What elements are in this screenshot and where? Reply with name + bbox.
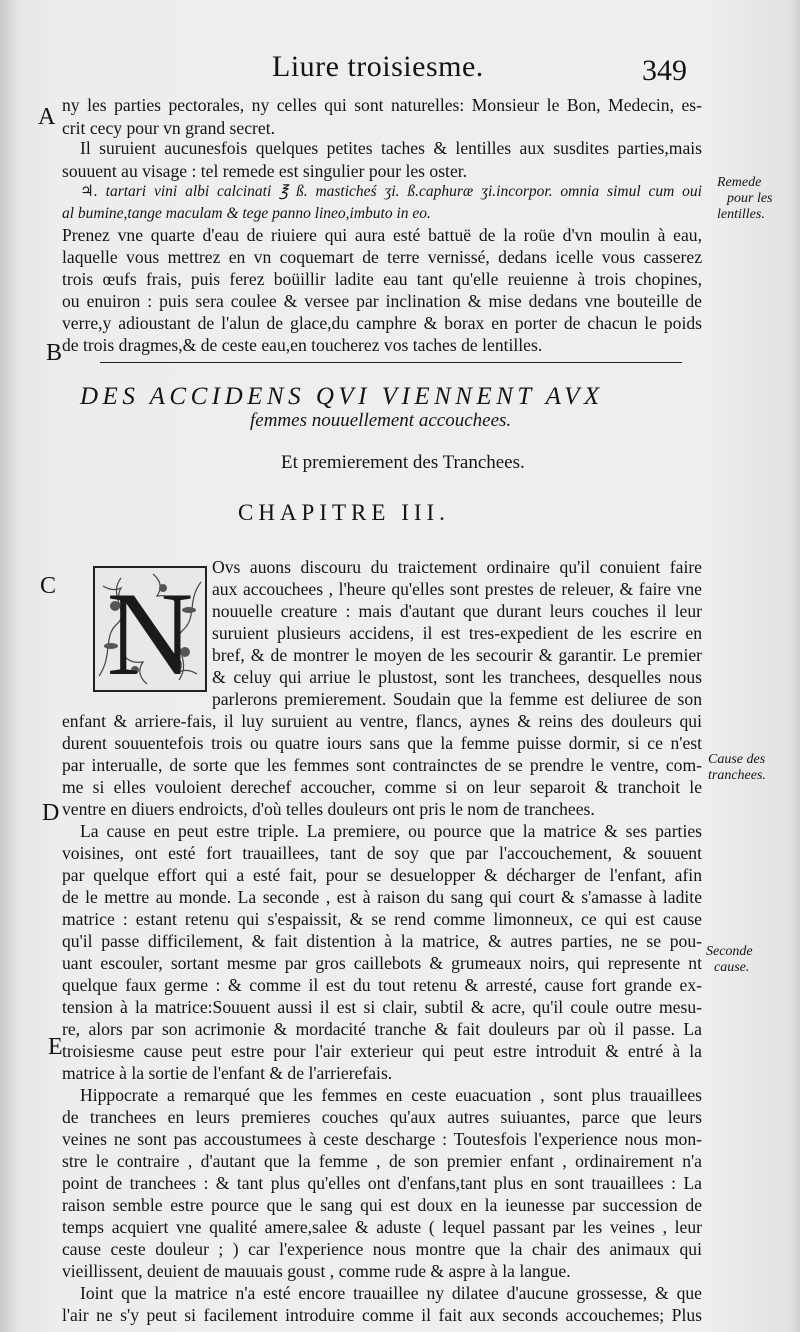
text-line: uant escouler, sortant mesme par gros caillebots & grumeaux noirs, qui represente nt bbox=[62, 953, 702, 973]
margin-letter-d: D bbox=[42, 800, 60, 826]
text-line: tension à la matrice:Souuent aussi il est si clair, subtil & acre, qu'il coule outre mesu- bbox=[62, 997, 702, 1017]
text-line: nouuelle creature : mais d'autant que durant leurs couches il leur bbox=[212, 601, 702, 621]
text-line: La cause en peut estre triple. La premiere, ou pource que la matrice & ses parties bbox=[80, 821, 702, 841]
side-note-line: tranchees. bbox=[708, 768, 766, 783]
section-rule bbox=[100, 362, 682, 363]
formula-line: al bumine,tange maculam & tege panno lineo,imbuto in eo. bbox=[62, 205, 431, 222]
page-number: 349 bbox=[642, 54, 687, 87]
margin-letter-b: B bbox=[46, 340, 63, 366]
side-note-line: lentilles. bbox=[717, 207, 765, 222]
text-line: de trois dragmes,& de ceste eau,en toucherez vos taches de lentilles. bbox=[62, 335, 543, 355]
text-line: verre,y adioustant de l'alun de glace,du camphre & borax en porter de chacun le poids bbox=[62, 313, 702, 333]
text-line: de tranchees en leurs premieres couches qu'aux autres suiuantes, parce que leurs bbox=[62, 1107, 702, 1127]
text-line: & celuy qui arriue le plustost, sont les tranchees, desquelles nous bbox=[212, 667, 702, 687]
chapter-heading: CHAPITRE III. bbox=[238, 500, 450, 525]
text-line: bref, & de montrer le moyen de les secourir & garantir. Le premier bbox=[212, 645, 702, 665]
text-line: parlerons premierement. Soudain que la femme est deliuree de son bbox=[212, 689, 702, 709]
section-title: DES ACCIDENS QVI VIENNENT AVX bbox=[80, 383, 604, 410]
text-line: souuent au visage : tel remede est singulier pour les oster. bbox=[62, 161, 468, 181]
text-line: vieillissent, deuient de mauuais goust , comme rude & aspre à la langue. bbox=[62, 1261, 571, 1281]
text-line: troisiesme cause peut estre pour l'air exterieur qui peut estre introduit & entré à la bbox=[62, 1041, 702, 1061]
text-line: trois œufs frais, puis ferez boüillir ladite eau tant qu'elle reuienne à trois chopines, bbox=[62, 269, 702, 289]
text-line: qu'il passe difficilement, & fait distention à la matrice, & autres parties, ne se pou- bbox=[62, 931, 702, 951]
text-line: suruient plusieurs accidens, il est tres-expedient de les escrire en bbox=[212, 623, 702, 643]
side-note-cause bbox=[708, 752, 766, 784]
text-line: matrice à la sortie de l'enfant & de l'arrierefais. bbox=[62, 1063, 393, 1083]
dropcap-letter: N bbox=[106, 567, 194, 692]
side-note-line: Cause des bbox=[708, 752, 766, 767]
text-line: temps acquiert vne qualité amere,salee & aduste ( lequel passant par les veines , leur bbox=[62, 1217, 702, 1237]
text-line: par quelque effort qui a esté fait, pour se desuelopper & décharger de l'enfant, afin bbox=[62, 865, 702, 885]
text-line: par interualle, de sorte que les femmes sont contrainctes de se prendre le ventre, com- bbox=[62, 755, 702, 775]
side-note-line: Seconde bbox=[706, 944, 753, 959]
text-line: Ovs auons discouru du traictement ordinaire qu'il conuient faire bbox=[212, 557, 702, 577]
text-line: ny les parties pectorales, ny celles qui sont naturelles: Monsieur le Bon, Medecin, es- bbox=[62, 95, 702, 115]
text-line: ventre en diuers endroicts, d'où telles douleurs ont pris le nom de tranchees. bbox=[62, 799, 595, 819]
text-line: veines ne sont pas accoustumees à ceste descharge : Toutesfois l'experience nous mon- bbox=[62, 1129, 702, 1149]
decorated-initial bbox=[93, 566, 207, 692]
text-line: aux accouchees , l'heure qu'elles sont prestes de releuer, & faire vne bbox=[212, 579, 702, 599]
text-line: re, alors par son acrimonie & mordacité tranche & fait douleurs par où il passe. La bbox=[62, 1019, 702, 1039]
text-line: Hippocrate a remarqué que les femmes en ceste euacuation , sont plus trauaillees bbox=[80, 1085, 702, 1105]
text-line: voisines, ont esté fort trauaillees, tant de soy que par l'accouchement, & souuent bbox=[62, 843, 702, 863]
section-heading: Et premierement des Tranchees. bbox=[281, 452, 525, 473]
text-line: Prenez vne quarte d'eau de riuiere qui aura esté battuë de la roüe d'vn moulin à eau, bbox=[62, 225, 702, 245]
text-line: stre le contraire , d'autant que la femme , de son premier enfant , ordinairement n'a bbox=[62, 1151, 702, 1171]
text-line: me si elles vouloient derechef accoucher, comme si on leur separoit & tranchoit le bbox=[62, 777, 702, 797]
side-note-line: pour les bbox=[727, 191, 773, 206]
margin-letter-a: A bbox=[38, 104, 56, 130]
side-note-line: cause. bbox=[714, 960, 750, 975]
text-line: l'air ne s'y peut si facilement introduire comme il fait aux seconds accouchemes; Plus bbox=[62, 1305, 702, 1325]
text-line: de le mettre au monde. La seconde , est à raison du sang qui court & s'amasse à ladite bbox=[62, 887, 702, 907]
text-line: durent souuentefois trois ou quatre iours sans que la femme puisse dormir, si ce n'est bbox=[62, 733, 702, 753]
text-line: ou enuiron : puis sera coulee & versee par inclination & mise dedans vne bouteille de bbox=[62, 291, 702, 311]
formula-line: ♃. tartari vini albi calcinati ℥ ß. masticheś ʒi. ß.caphuræ ʒi.incorpor. omnia simul cum oui bbox=[80, 183, 702, 200]
margin-letter-c: C bbox=[40, 573, 57, 599]
running-title: Liure troisiesme. bbox=[272, 50, 484, 83]
side-note-line: Remede bbox=[717, 175, 762, 190]
section-subtitle: femmes nouuellement accouchees. bbox=[250, 410, 512, 431]
text-line: enfant & arriere-fais, il luy suruient au ventre, flancs, aynes & reins des douleurs qui bbox=[62, 711, 702, 731]
text-line: raison semble estre pource que le sang qui est doux en la ieunesse par succession de bbox=[62, 1195, 702, 1215]
side-note-remede bbox=[717, 175, 773, 223]
text-line: quelque faux germe : & comme il est du tout retenu & arresté, cause fort grande ex- bbox=[62, 975, 702, 995]
margin-letter-e: E bbox=[48, 1034, 63, 1060]
text-line: crit cecy pour vn grand secret. bbox=[62, 118, 275, 138]
ornament-icon bbox=[93, 566, 207, 692]
text-line: cause ceste douleur ; ) car l'experience nous montre que la chair des animaux qui bbox=[62, 1239, 702, 1259]
text-line: Ioint que la matrice n'a esté encore trauaillee ny dilatee d'aucune grossesse, & que bbox=[80, 1283, 702, 1303]
text-line: matrice : estant retenu qui s'espaissit, & se rend comme limonneux, ce qui est cause bbox=[62, 909, 702, 929]
text-line: point de tranchees : & tant plus qu'elles ont d'enfans,tant plus en sont trauaillees : La bbox=[62, 1173, 702, 1193]
text-line: laquelle vous mettrez en vn coquemart de terre vernissé, dedans icelle vous casserez bbox=[62, 247, 702, 267]
text-line: Il suruient aucunesfois quelques petites taches & lentilles aux susdites parties,mais bbox=[80, 138, 702, 158]
side-note-seconde bbox=[706, 944, 753, 976]
